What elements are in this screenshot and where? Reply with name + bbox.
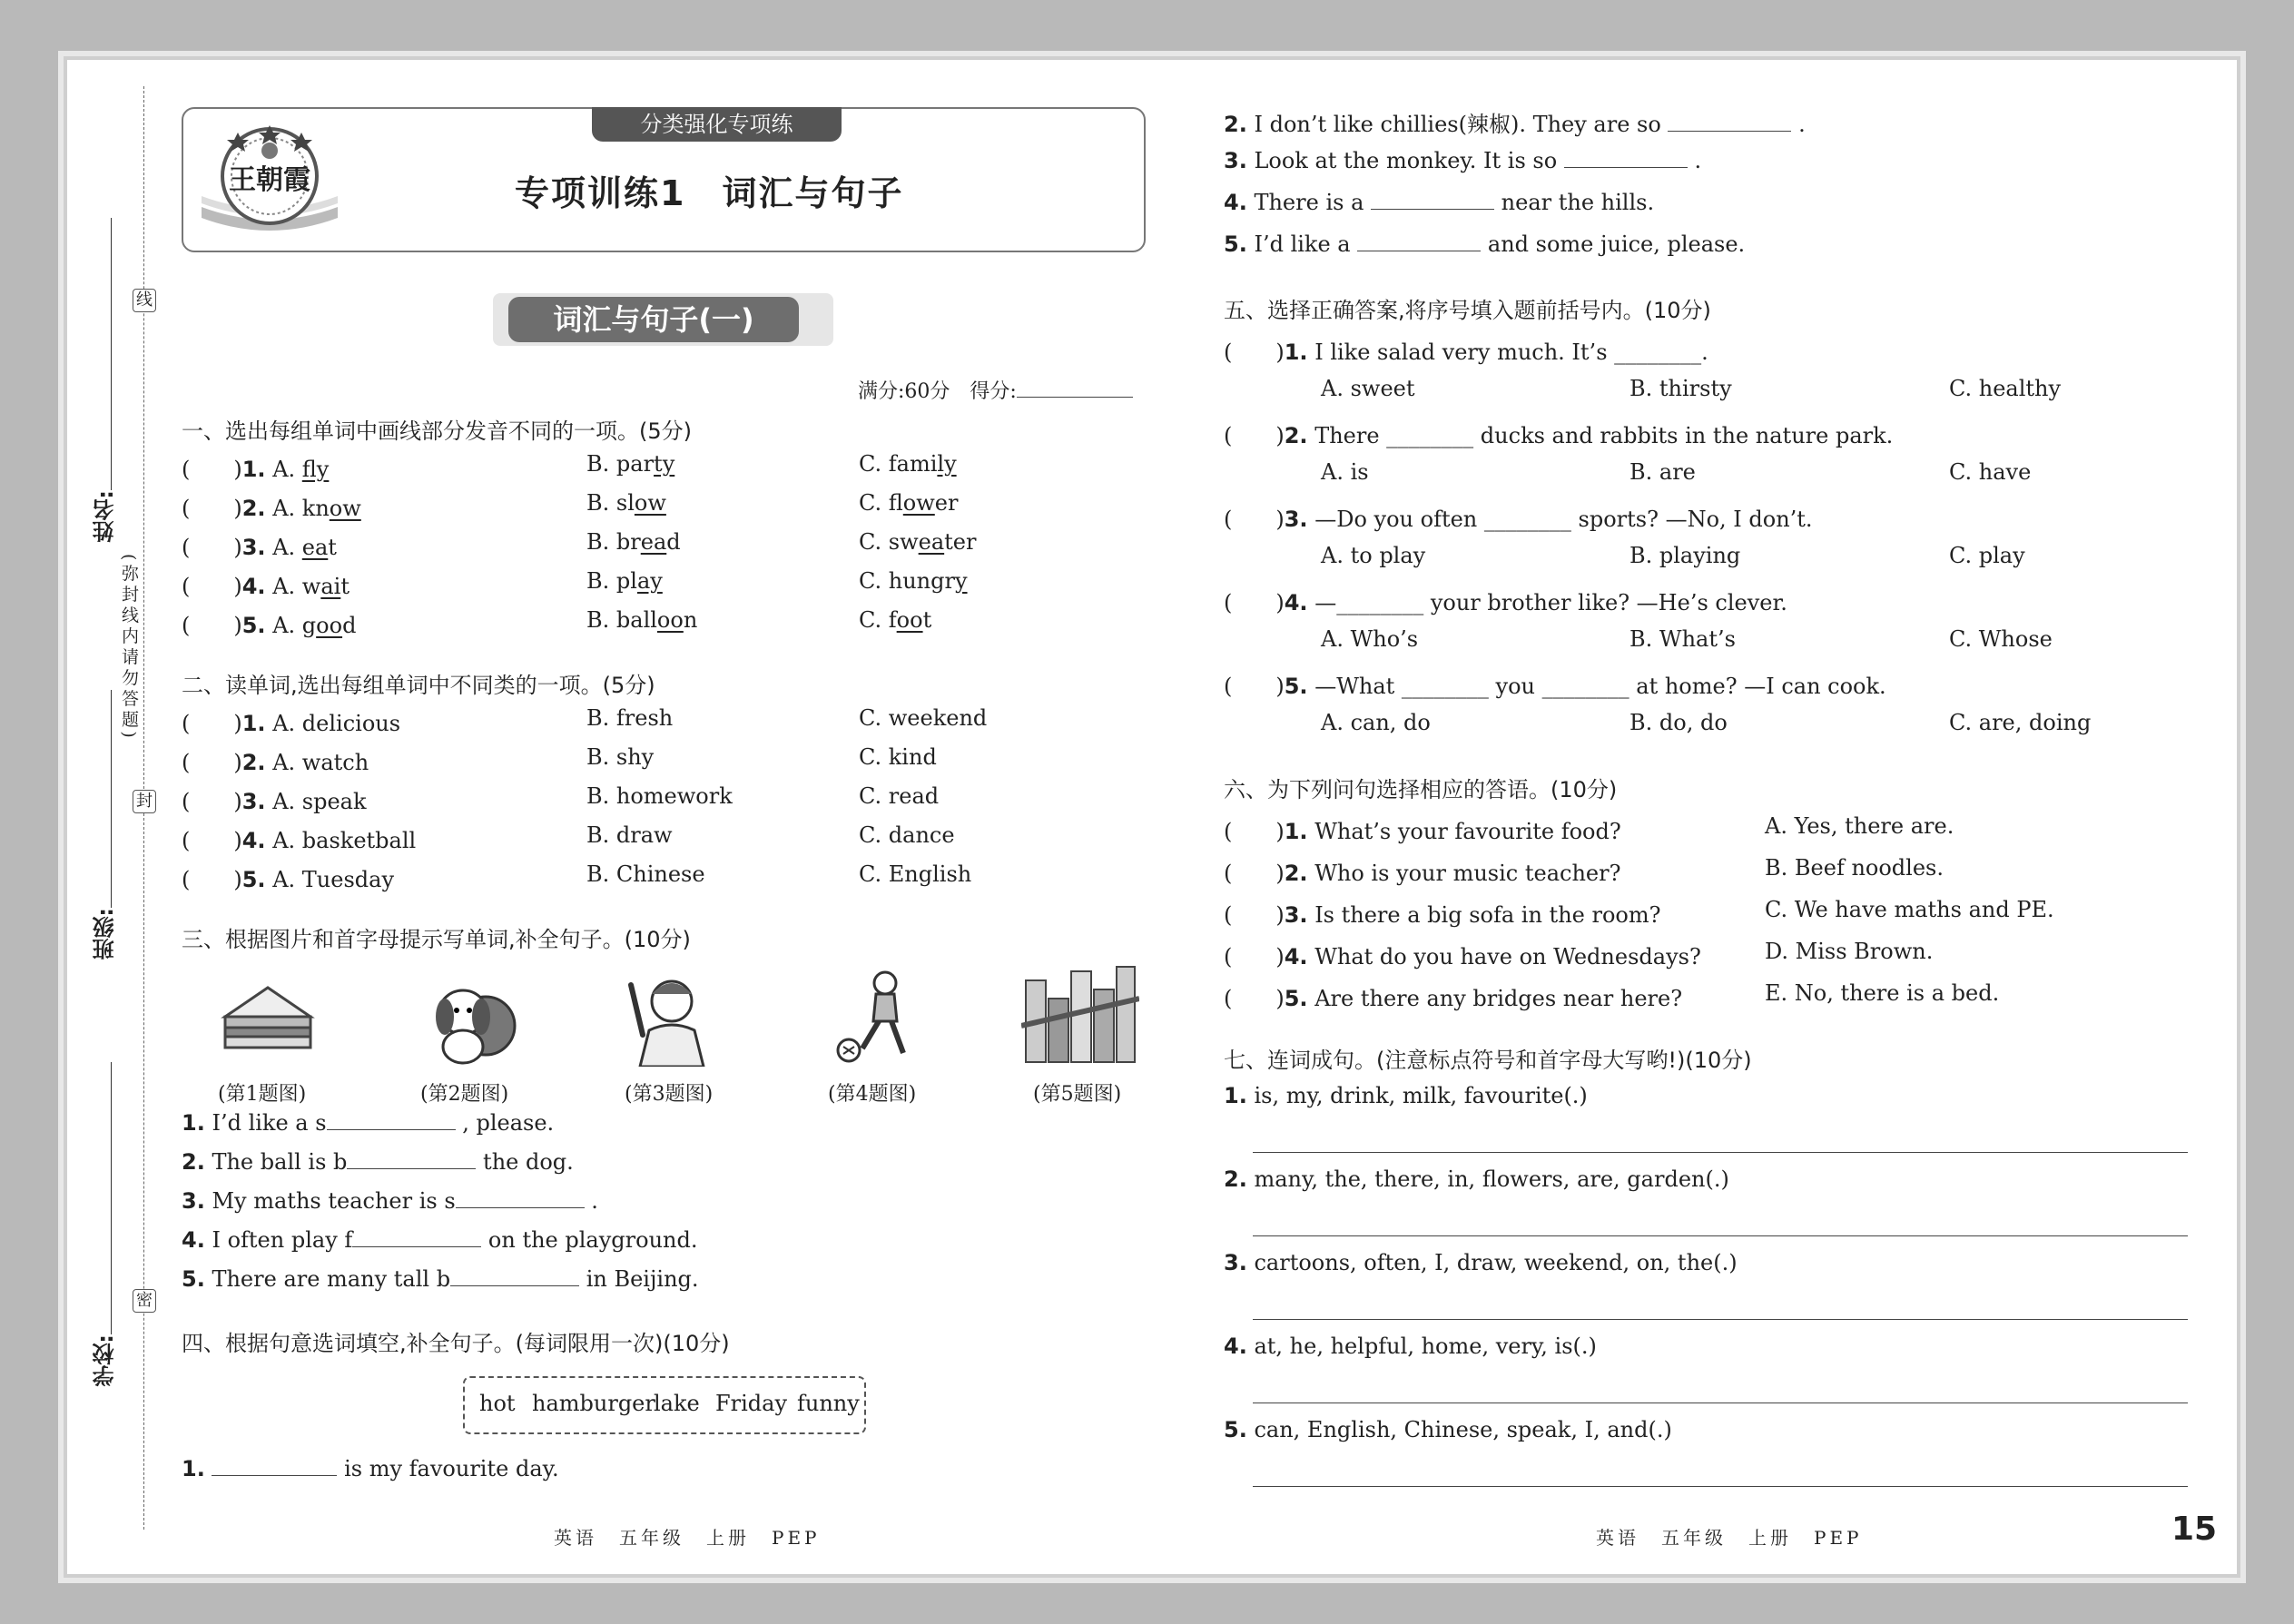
s5-question [1224,418,1893,449]
question-text: —What ________ you ________ at home? —I can cook. [1314,674,1886,699]
caption-2: (第2题图) [420,1083,509,1106]
sentence-start: My maths teacher is s [212,1188,456,1214]
s5-question [1224,668,1886,700]
page-number: 15 [2171,1511,2218,1548]
item-number: 1. [1224,1083,1247,1108]
answer-line[interactable] [1253,1152,2188,1153]
caption-5: (第5题图) [1033,1083,1122,1106]
s3-item [182,1188,598,1214]
s7-title: 七、连词成句。(注意标点符号和首字母大写哟!)(10分) [1224,1048,1752,1073]
word-bank-word: Friday [715,1391,788,1416]
sandwich-picture [218,980,318,1062]
option-c: C. English [859,861,972,887]
sentence-end: on the playground. [487,1227,698,1253]
question-text: Who is your music teacher? [1314,861,1621,886]
svg-text:王朝霞: 王朝霞 [229,164,310,196]
item-number: 4. [182,1227,205,1253]
footer-left: 英语 五年级 上册 PEP [554,1527,821,1549]
answer-paren: ( ) [182,789,242,814]
item-number: 3. [1224,148,1247,173]
answer-paren: ( ) [1224,423,1285,448]
s1-row-1: ( )1. A. fly B. party C. family [182,451,957,482]
answer-choice: A. Yes, there are. [1765,813,1954,839]
s2-row [182,822,955,854]
name-label: 姓名: [93,490,118,543]
s3-item [182,1227,697,1253]
answer-choice: E. No, there is a bed. [1765,980,2000,1006]
item-number: 5. [1284,674,1308,699]
item-number: 3. [241,789,266,814]
s5-question [1224,501,1813,533]
item-number: 4. [1284,590,1308,615]
answer-choice: B. Beef noodles. [1765,855,1944,881]
option-a: A. to play [1321,543,1426,568]
s7-item [1224,1334,1597,1359]
answer-blank[interactable] [1564,166,1688,168]
sentence-start: There are many tall b [212,1266,451,1292]
answer-line[interactable] [1253,1486,2188,1487]
option-a: A. sweet [1321,376,1415,401]
option-b: B. fresh [586,705,674,731]
answer-blank[interactable] [352,1245,481,1247]
item-number: 4. [1224,1334,1247,1359]
item-number: 5. [1224,231,1247,257]
s2-row [182,783,940,815]
s5-question [1224,585,1787,616]
brand-logo [202,123,338,236]
item-number: 2. [241,750,266,775]
option-b: B. do, do [1629,710,1728,735]
option-c: C. weekend [859,705,988,731]
question-text: Is there a big sofa in the room? [1314,902,1661,928]
answer-paren: ( ) [1224,590,1285,615]
s7-item [1224,1083,1588,1108]
seal-char-seal: 封 [133,790,156,813]
man-picture [617,967,726,1067]
sentence-end: in Beijing. [586,1266,699,1292]
s4-item-1: 1. is my favourite day. [182,1456,559,1481]
sentence-start: I don’t like chillies(辣椒). They are so [1254,112,1661,137]
caption-1: (第1题图) [218,1083,307,1106]
word-bank-word: lake [654,1391,700,1416]
answer-choice: C. We have maths and PE. [1765,897,2054,922]
s4-item [1224,190,1654,215]
s3-item [182,1266,699,1292]
sentence-start: I’d like a s [212,1110,327,1136]
s4-item [1224,106,1806,138]
item-number: 4. [241,828,266,853]
scrambled-words: is, my, drink, milk, favourite(.) [1254,1083,1588,1108]
sentence-end: the dog. [483,1149,574,1175]
s6-question [1224,939,1701,970]
question-text: —________ your brother like? —He’s clever. [1314,590,1787,615]
option-b: B. shy [586,744,655,770]
item-number: 2. [1224,112,1247,137]
scrambled-words: can, English, Chinese, speak, I, and(.) [1254,1417,1672,1442]
item-number: 5. [241,867,266,892]
item-number: 5. [1224,1417,1247,1442]
answer-paren: ( ) [182,828,242,853]
option-c: C. play [1949,543,2025,568]
s6-question [1224,897,1660,929]
sentence-end: . [591,1188,598,1214]
s4-title: 四、根据句意选词填空,补全句子。(每词限用一次)(10分) [182,1331,730,1356]
answer-paren: ( ) [1224,507,1285,532]
s2-row [182,705,988,737]
s6-title: 六、为下列问句选择相应的答语。(10分) [1224,777,1618,802]
s1-row-4: ( )4. A. wait B. play C. hungry [182,568,968,599]
school-line [111,1062,112,1334]
item-number: 3. [182,1188,205,1214]
s1-row-3: ( )3. A. eat B. bread C. sweater [182,529,977,560]
item-number: 5. [1284,986,1308,1011]
answer-paren: ( ) [1224,986,1285,1011]
answer-blank[interactable] [1357,250,1481,251]
item-number: 3. [1284,902,1308,928]
sentence-start: I’d like a [1254,231,1351,257]
option-a: A. Who’s [1321,626,1419,652]
dog-picture [422,976,522,1067]
option-a: A. watch [272,750,369,775]
option-a: A. basketball [272,828,417,853]
item-number: 2. [1284,861,1308,886]
class-line [111,690,112,908]
item-number: 4. [1284,944,1308,969]
seal-note: (弥封线内请勿答题) [119,554,139,742]
option-c: C. are, doing [1949,710,2092,735]
s3-item [182,1110,554,1136]
scrambled-words: at, he, helpful, home, very, is(.) [1254,1334,1597,1359]
answer-paren: ( ) [182,867,242,892]
answer-paren: ( ) [182,711,242,736]
item-number: 3. [1224,1250,1247,1275]
item-number: 2. [1284,423,1308,448]
answer-paren: ( ) [1224,861,1285,886]
class-label: 班级: [93,908,118,960]
school-label: 学校: [93,1334,118,1387]
item-number: 1. [1284,819,1308,844]
s2-row [182,744,937,776]
question-text: What do you have on Wednesdays? [1314,944,1701,969]
s2-row [182,861,972,893]
option-c: C. read [859,783,940,809]
answer-blank[interactable] [327,1128,456,1130]
section-title: 词汇与句子(一) [508,297,799,342]
word-bank-word: funny [797,1391,860,1416]
sentence-end: near the hills. [1501,190,1655,215]
answer-paren: ( ) [1224,944,1285,969]
item-number: 3. [1284,507,1308,532]
sentence-start: Look at the monkey. It is so [1254,148,1558,173]
option-b: B. homework [586,783,733,809]
s7-item [1224,1166,1729,1192]
sentence-end: . [1694,148,1702,173]
item-number: 2. [182,1149,205,1175]
s5-title: 五、选择正确答案,将序号填入题前括号内。(10分) [1224,298,1711,323]
question-text: There ________ ducks and rabbits in the nature park. [1314,423,1894,448]
option-b: B. draw [586,822,673,848]
sentence-start: I often play f [212,1227,353,1253]
name-line [111,218,112,490]
item-number: 1. [182,1110,205,1136]
s6-question [1224,813,1621,845]
s4-item [1224,231,1745,257]
sentence-end: and some juice, please. [1487,231,1746,257]
sentence-start: The ball is b [212,1149,348,1175]
seal-char-line: 线 [133,289,156,312]
footer-right: 英语 五年级 上册 PEP [1596,1527,1863,1549]
option-a: A. speak [272,789,367,814]
scrambled-words: many, the, there, in, flowers, are, garden(.) [1254,1166,1729,1192]
caption-3: (第3题图) [625,1083,714,1106]
answer-blank[interactable] [347,1167,476,1169]
answer-blank[interactable] [1668,130,1791,132]
answer-choice: D. Miss Brown. [1765,939,1934,964]
title-tab: 分类强化专项练 [592,107,842,142]
s1-row-5: ( )5. A. good B. balloon C. foot [182,607,932,638]
page-title: 专项训练1 词汇与句子 [515,173,904,213]
buildings-picture [1021,962,1139,1067]
option-c: C. healthy [1949,376,2062,401]
option-b: B. What’s [1629,626,1736,652]
s4-item [1224,148,1701,173]
s3-item [182,1149,574,1175]
answer-paren: ( ) [1224,819,1285,844]
option-a: A. is [1321,459,1369,485]
answer-blank[interactable] [456,1206,585,1208]
answer-paren: ( ) [1224,902,1285,928]
s7-item [1224,1250,1738,1275]
s6-question [1224,855,1620,887]
answer-blank[interactable] [450,1284,579,1286]
question-text: Are there any bridges near here? [1314,986,1683,1011]
item-number: 1. [1284,340,1308,365]
item-number: 4. [1224,190,1247,215]
item-number: 2. [1224,1166,1247,1192]
question-text: —Do you often ________ sports? —No, I don’t. [1314,507,1813,532]
question-text: I like salad very much. It’s ________. [1314,340,1708,365]
option-c: C. have [1949,459,2032,485]
s1-title: 一、选出每组单词中画线部分发音不同的一项。(5分) [182,418,692,444]
football-boy-picture [835,967,926,1067]
answer-line[interactable] [1253,1319,2188,1320]
answer-line[interactable] [1253,1235,2188,1236]
s5-question [1224,334,1708,366]
option-c: C. kind [859,744,937,770]
answer-paren: ( ) [1224,340,1285,365]
answer-paren: ( ) [182,750,242,775]
item-number: 5. [182,1266,205,1292]
caption-4: (第4题图) [828,1083,917,1106]
option-a: A. Tuesday [272,867,395,892]
option-a: A. delicious [272,711,401,736]
answer-blank[interactable] [1371,208,1494,210]
sentence-end: . [1798,112,1806,137]
option-c: C. dance [859,822,955,848]
question-text: What’s your favourite food? [1314,819,1621,844]
sentence-start: There is a [1254,190,1364,215]
seal-char-close: 密 [133,1289,156,1313]
s1-row-2: ( )2. A. know B. slow C. flower [182,490,959,521]
s6-question [1224,980,1682,1012]
option-b: B. thirsty [1629,376,1732,401]
score-label: 满分:60分 得分: [858,376,1133,404]
sentence-end: , please. [462,1110,555,1136]
item-number: 1. [241,711,266,736]
answer-paren: ( ) [1224,674,1285,699]
scrambled-words: cartoons, often, I, draw, weekend, on, the(.) [1254,1250,1738,1275]
s3-title: 三、根据图片和首字母提示写单词,补全句子。(10分) [182,927,691,952]
option-b: B. playing [1629,543,1741,568]
s7-item [1224,1417,1672,1442]
option-c: C. Whose [1949,626,2053,652]
option-b: B. are [1629,459,1696,485]
word-bank [463,1376,866,1434]
word-bank-word: hamburger [532,1391,655,1416]
option-b: B. Chinese [586,861,705,887]
s2-title: 二、读单词,选出每组单词中不同类的一项。(5分) [182,673,655,698]
title-box [182,107,1146,252]
word-bank-word: hot [479,1391,516,1416]
option-a: A. can, do [1321,710,1431,735]
